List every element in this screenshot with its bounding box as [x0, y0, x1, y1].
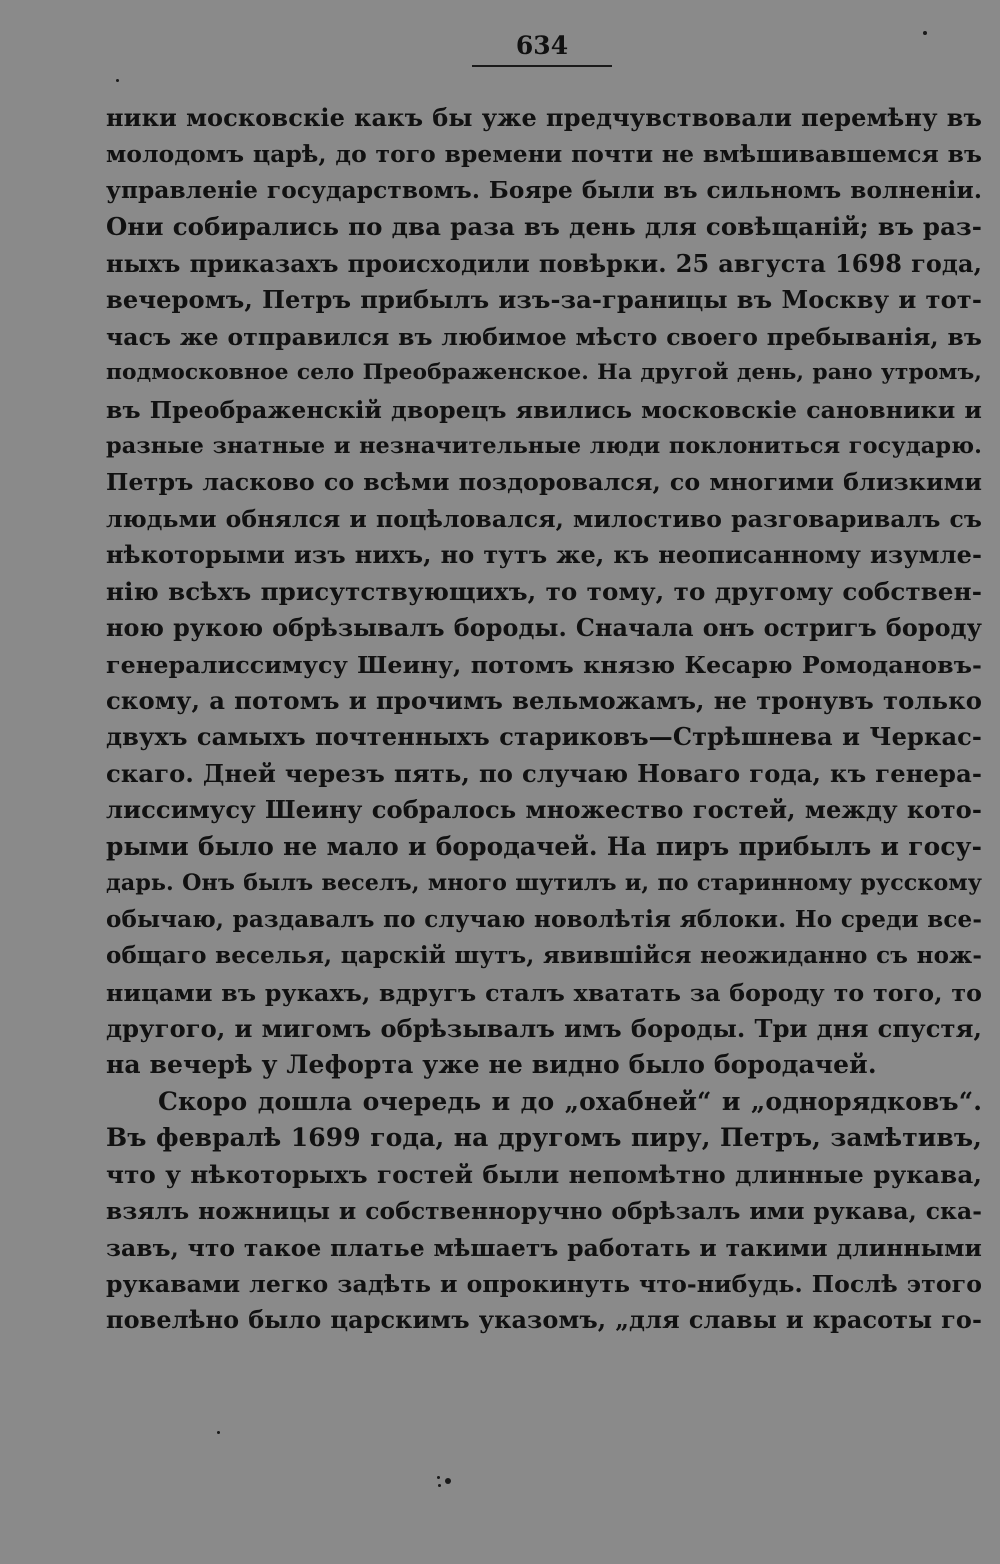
ink-speck	[116, 79, 119, 82]
page-body-text	[106, 100, 982, 1339]
text-line: обычаю, раздавалъ по случаю новолѣтія яблоки. Но среди все-	[106, 905, 982, 933]
ink-speck	[923, 31, 927, 35]
text-line: Они собирались по два раза въ день для совѣщаній; въ раз-	[106, 212, 982, 242]
text-line: рукавами легко задѣть и опрокинуть что-нибудь. Послѣ этого	[106, 1270, 982, 1298]
text-line: завъ, что такое платье мѣшаетъ работать и такими длинными	[106, 1233, 982, 1262]
text-line: Въ февралѣ 1699 года, на другомъ пиру, Петръ, замѣтивъ,	[106, 1123, 982, 1153]
paragraph-last-line: на вечерѣ у Лефорта уже не видно было бородачей.	[106, 1050, 877, 1080]
text-line: лиссимусу Шеину собралось множество гостей, между кото-	[106, 795, 982, 825]
text-line: нію всѣхъ присутствующихъ, то тому, то другому собствен-	[106, 576, 982, 606]
text-line: двухъ самыхъ почтенныхъ стариковъ—Стрѣшнева и Черкас-	[106, 722, 982, 752]
paragraph-first-line: Скоро дошла очередь и до „охабней“ и „однорядковъ“.	[158, 1086, 982, 1116]
text-line: молодомъ царѣ, до того времени почти не вмѣшивавшемся въ	[106, 140, 982, 169]
text-line: общаго веселья, царскій шутъ, явившійся неожиданно съ нож-	[106, 942, 982, 970]
text-line: Петръ ласково со всѣми поздоровался, со многими близкими	[106, 468, 982, 497]
text-line: другого, и мигомъ обрѣзывалъ имъ бороды. Три дня спустя,	[106, 1013, 982, 1043]
text-line: ною рукою обрѣзывалъ бороды. Сначала онъ остригъ бороду	[106, 614, 982, 643]
text-line: ники московскіе какъ бы уже предчувствовали перемѣну въ	[106, 103, 982, 132]
text-line: генералиссимусу Шеину, потомъ князю Кесарю Ромодановъ-	[106, 650, 982, 679]
ink-speck	[438, 1484, 441, 1487]
text-line: вечеромъ, Петръ прибылъ изъ-за-границы въ Москву и тот-	[106, 285, 982, 315]
text-line: нѣкоторыми изъ нихъ, но тутъ же, къ неописанному изумле-	[106, 540, 982, 570]
ink-speck	[437, 1476, 440, 1479]
text-line: дарь. Онъ былъ веселъ, много шутилъ и, по старинному русскому	[106, 870, 982, 897]
text-line: повелѣно было царскимъ указомъ, „для славы и красоты го-	[106, 1306, 982, 1335]
text-line: скому, а потомъ и прочимъ вельможамъ, не тронувъ только	[106, 686, 982, 715]
text-line: скаго. Дней черезъ пять, по случаю Новаго года, къ генера-	[106, 758, 982, 788]
text-line: ныхъ приказахъ происходили повѣрки. 25 августа 1698 года,	[106, 249, 982, 278]
page-number: 634	[515, 31, 569, 60]
ink-speck	[217, 1431, 220, 1434]
text-line: что у нѣкоторыхъ гостей были непомѣтно длинные рукава,	[106, 1159, 982, 1189]
text-line: въ Преображенскій дворецъ явились московскіе сановники и	[106, 395, 982, 424]
text-line: людьми обнялся и поцѣловался, милостиво разговаривалъ съ	[106, 504, 982, 533]
text-line: управленіе государствомъ. Бояре были въ сильномъ волненіи.	[106, 176, 982, 204]
text-line: часъ же отправился въ любимое мѣсто своего пребыванія, въ	[106, 322, 982, 351]
text-line: рыми было не мало и бородачей. На пиръ прибылъ и госу-	[106, 831, 982, 861]
text-line: ницами въ рукахъ, вдругъ сталъ хватать за бороду то того, то	[106, 978, 982, 1007]
text-line: подмосковное село Преображенское. На другой день, рано утромъ,	[106, 360, 982, 386]
text-line: взялъ ножницы и собственноручно обрѣзалъ ими рукава, ска-	[106, 1197, 982, 1226]
text-line: разные знатные и незначительные люди поклониться государю.	[106, 432, 982, 459]
ink-speck	[445, 1478, 451, 1484]
page-number-rule	[472, 65, 612, 67]
